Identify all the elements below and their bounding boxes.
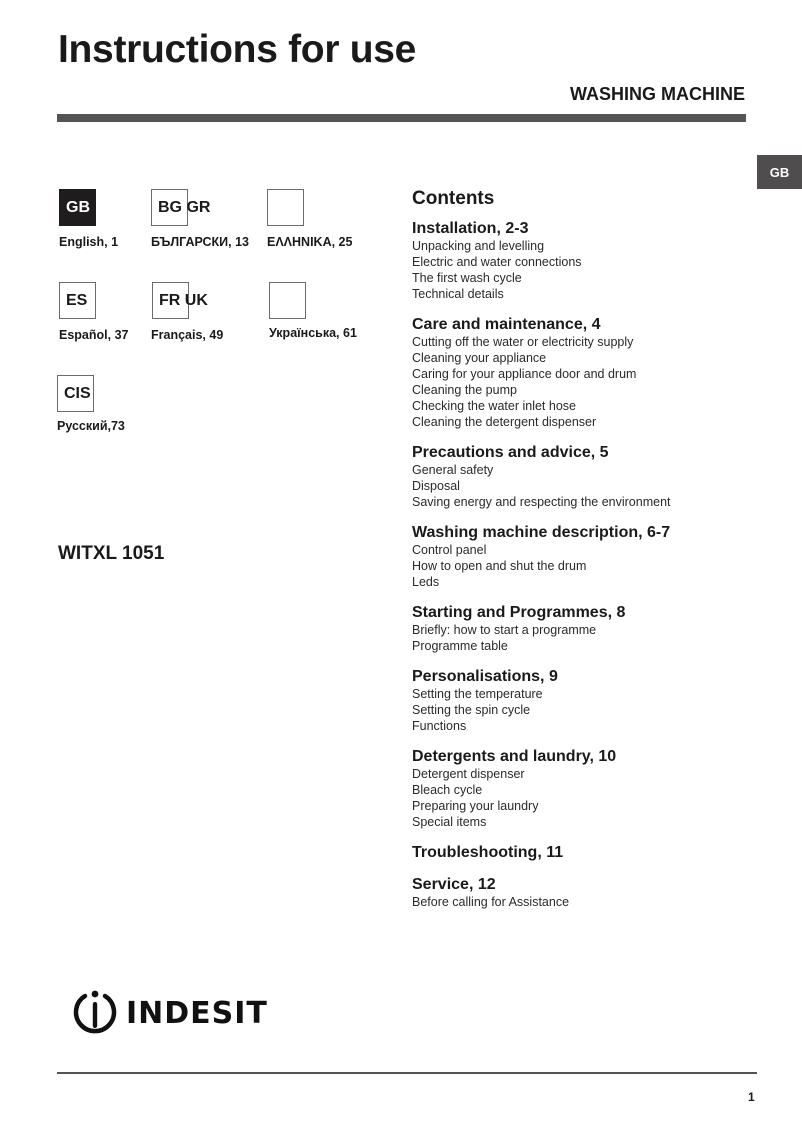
indesit-power-i-icon	[72, 986, 118, 1041]
toc-section-description	[412, 524, 772, 590]
toc-section-title: Washing machine description, 6-7	[412, 524, 671, 541]
language-box-gb: GB	[59, 189, 96, 226]
language-label-russian: Русский,73	[57, 419, 125, 433]
toc-item: Bleach cycle	[412, 783, 483, 797]
language-label-greek: ΕΛΛΗΝΙΚΑ, 25	[267, 235, 353, 249]
toc-section-detergents	[412, 748, 772, 830]
toc-section-precautions	[412, 444, 772, 510]
toc-section-troubleshooting	[412, 844, 772, 862]
language-label-english: English, 1	[59, 235, 119, 249]
language-label-ukrainian: Українська, 61	[269, 326, 357, 340]
toc-section-title: Installation, 2-3	[412, 220, 529, 237]
toc-section-installation	[412, 220, 772, 302]
toc-item: Briefly: how to start a programme	[412, 623, 597, 637]
page-number: 1	[748, 1090, 755, 1104]
toc-item: Preparing your laundry	[412, 799, 539, 813]
toc-item: Programme table	[412, 639, 508, 653]
toc-section-title: Care and maintenance, 4	[412, 316, 601, 333]
toc-section-service	[412, 876, 772, 910]
toc-item: Checking the water inlet hose	[412, 399, 576, 413]
toc-item: Detergent dispenser	[412, 767, 525, 781]
language-side-tab: GB	[757, 155, 802, 189]
toc-item: Leds	[412, 575, 440, 589]
toc-item: The first wash cycle	[412, 271, 522, 285]
toc-item: Caring for your appliance door and drum	[412, 367, 637, 381]
toc-item: Setting the spin cycle	[412, 703, 531, 717]
language-box-es: ES	[59, 282, 96, 319]
toc-section-personalisations	[412, 668, 772, 734]
toc-section-care	[412, 316, 772, 430]
toc-item: Cleaning your appliance	[412, 351, 547, 365]
brand-logo	[72, 986, 268, 1041]
document-title: Instructions for use	[58, 28, 417, 71]
toc-section-title: Detergents and laundry, 10	[412, 748, 617, 765]
toc-item: General safety	[412, 463, 494, 477]
toc-section-title: Starting and Programmes, 8	[412, 604, 626, 621]
toc-item: Cleaning the pump	[412, 383, 517, 397]
toc-section-title: Personalisations, 9	[412, 668, 558, 685]
toc-section-programmes	[412, 604, 772, 654]
footer-divider	[57, 1072, 757, 1074]
toc-item: Setting the temperature	[412, 687, 543, 701]
language-box-empty-ukrainian	[269, 282, 306, 319]
product-type: WASHING MACHINE	[570, 84, 745, 104]
language-box-cis: CIS	[57, 375, 94, 412]
header-divider	[57, 114, 746, 122]
toc-item: Cleaning the detergent dispenser	[412, 415, 597, 429]
language-label-bulgarian: БЪЛГАРСКИ, 13	[151, 235, 249, 249]
toc-item: Saving energy and respecting the environment	[412, 495, 671, 509]
language-box-bg-gr: BG GR	[151, 189, 188, 226]
toc-item: Special items	[412, 815, 487, 829]
toc-item: Functions	[412, 719, 467, 733]
language-label-spanish: Español, 37	[59, 328, 129, 342]
toc-item: Electric and water connections	[412, 255, 582, 269]
toc-section-title: Service, 12	[412, 876, 496, 893]
contents-heading: Contents	[412, 188, 495, 209]
toc-item: How to open and shut the drum	[412, 559, 587, 573]
language-label-french: Français, 49	[151, 328, 224, 342]
toc-item: Cutting off the water or electricity supply	[412, 335, 634, 349]
toc-item: Before calling for Assistance	[412, 895, 570, 909]
language-box-empty-greek	[267, 189, 304, 226]
language-box-fr-uk: FR UK	[152, 282, 189, 319]
toc-section-title: Precautions and advice, 5	[412, 444, 609, 461]
toc-item: Technical details	[412, 287, 504, 301]
table-of-contents	[412, 187, 772, 924]
toc-item: Unpacking and levelling	[412, 239, 545, 253]
brand-name: INDESIT	[126, 996, 268, 1031]
toc-item: Control panel	[412, 543, 487, 557]
model-number: WITXL 1051	[58, 543, 165, 564]
toc-section-title: Troubleshooting, 11	[412, 844, 564, 861]
toc-item: Disposal	[412, 479, 460, 493]
